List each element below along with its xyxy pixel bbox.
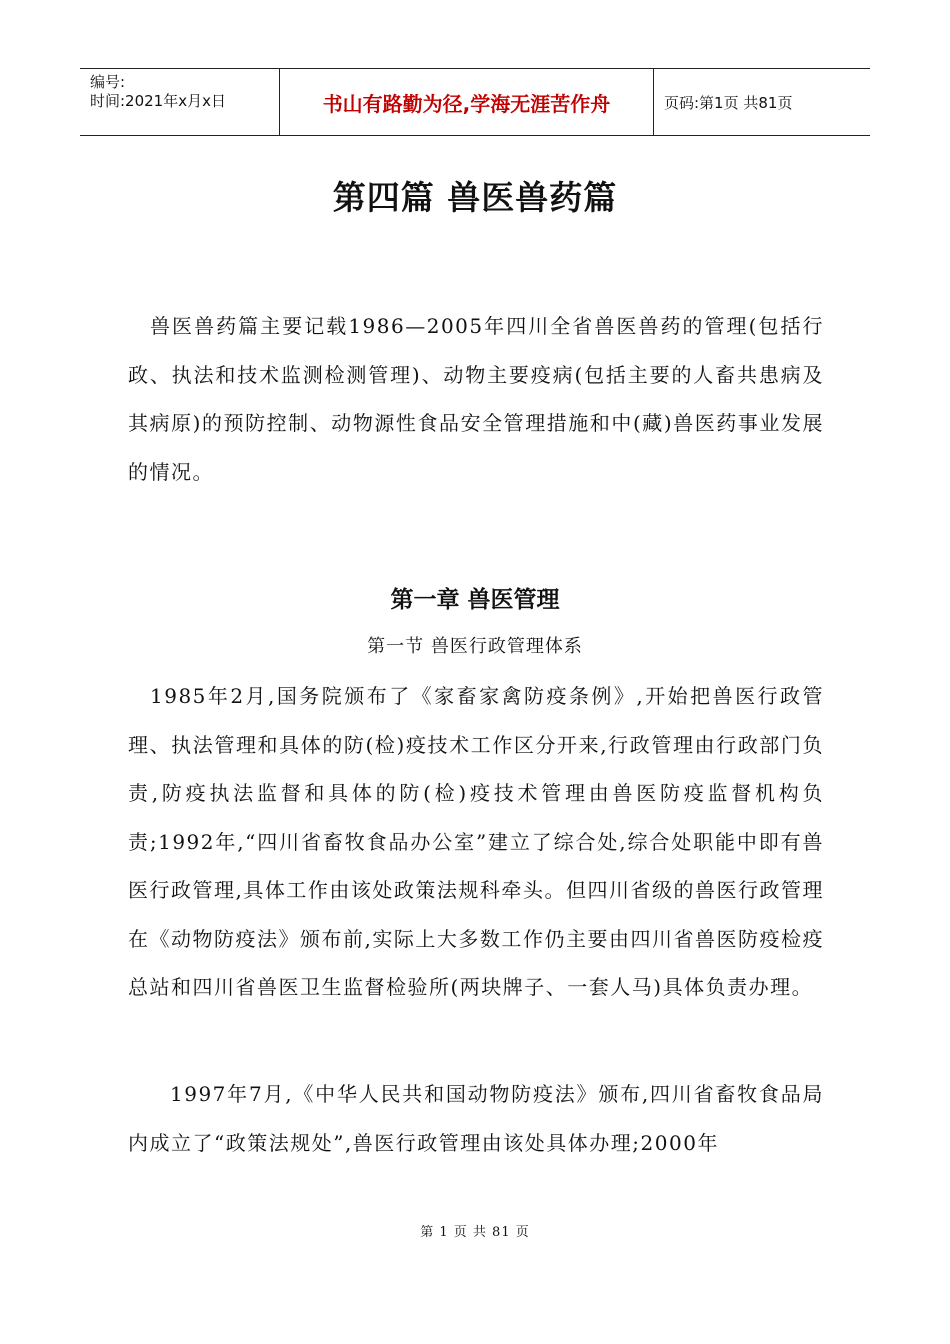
document-header [80,68,870,136]
section-heading: 第一节 兽医行政管理体系 [367,636,583,657]
header-page-info: 页码:第1页 共81页 [664,93,793,112]
part-title: 第四篇 兽医兽药篇 [332,178,618,217]
document-date-label: 时间:2021年x月x日 [90,92,226,110]
document-number-label: 编号: [90,73,126,91]
body-paragraph-2: 1997年7月,《中华人民共和国动物防疫法》颁布,四川省畜牧食品局内成立了“政策法规处”,兽医行政管理由该处具体办理;2000年 [128,1082,824,1155]
header-meta [80,69,280,135]
body-paragraph-1: 1985年2月,国务院颁布了《家畜家禽防疫条例》,开始把兽医行政管理、执法管理和具体的防(检)疫技术工作区分开来,行政管理由行政部门负责,防疫执法监督和具体的防(检)疫技术管理由兽医防疫监督机构负责;1992年,“四川省畜牧食品办公室”建立了综合处,综合处职能中即有兽医行政管理,具体工作由该处政策法规科牵头。但四川省级的兽医行政管理在《动物防疫法》颁布前,实际上大多数工作仍主要由四川省兽医防疫检疫总站和四川省兽医卫生监督检验所(两块牌子、一套人马)具体负责办理。 [128,684,824,999]
header-motto: 书山有路勤为径,学海无涯苦作舟 [280,69,654,135]
intro-paragraph: 兽医兽药篇主要记载1986—2005年四川全省兽医兽药的管理(包括行政、执法和技术监测检测管理)、动物主要疫病(包括主要的人畜共患病及其病原)的预防控制、动物源性食品安全管理措施和中(藏)兽医药事业发展的情况。 [128,314,824,484]
chapter-heading: 第一章 兽医管理 [390,587,560,613]
page-footer: 第 1 页 共 81 页 [420,1225,530,1240]
